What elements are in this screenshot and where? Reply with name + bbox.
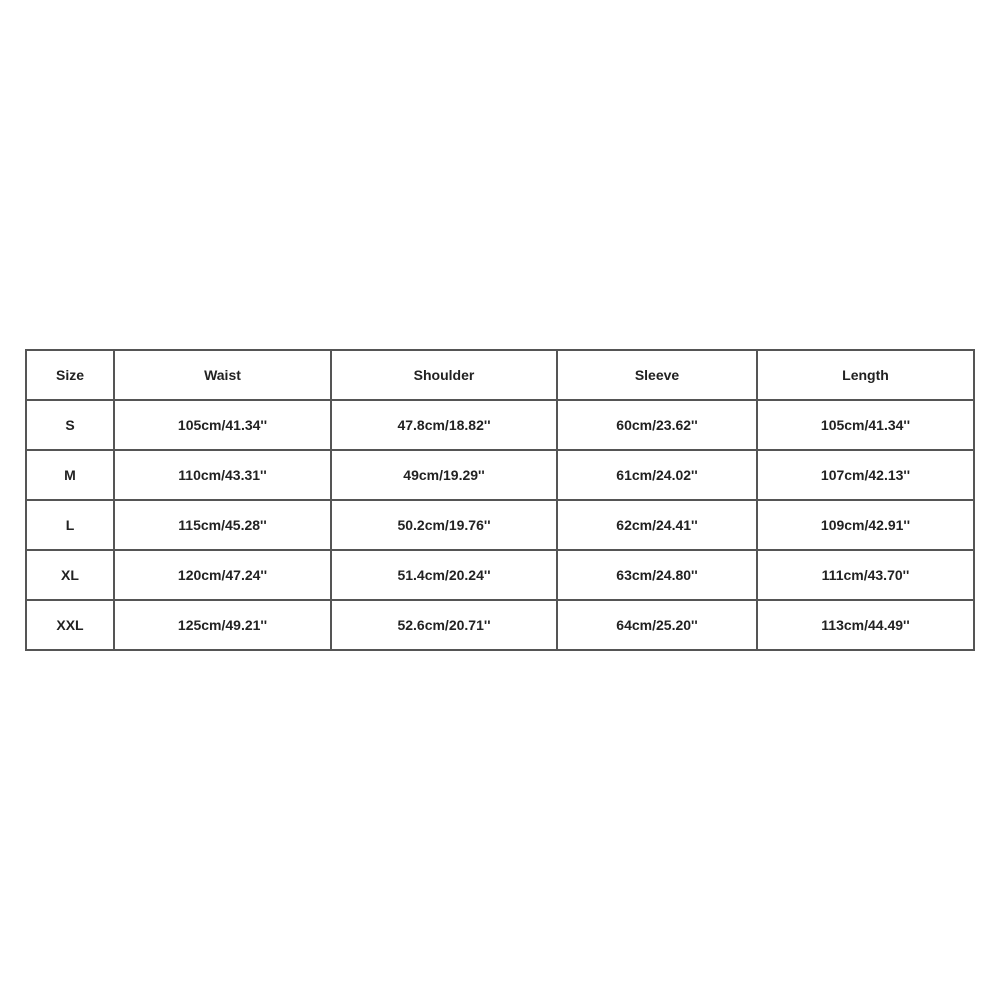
cell-shoulder: 51.4cm/20.24'' [331, 550, 557, 600]
cell-shoulder: 52.6cm/20.71'' [331, 600, 557, 650]
cell-length: 109cm/42.91'' [757, 500, 974, 550]
cell-size: XL [26, 550, 114, 600]
cell-length: 105cm/41.34'' [757, 400, 974, 450]
cell-size: L [26, 500, 114, 550]
header-shoulder: Shoulder [331, 350, 557, 400]
cell-shoulder: 49cm/19.29'' [331, 450, 557, 500]
cell-waist: 115cm/45.28'' [114, 500, 331, 550]
cell-waist: 125cm/49.21'' [114, 600, 331, 650]
cell-size: M [26, 450, 114, 500]
table-row [26, 450, 974, 500]
table-row [26, 400, 974, 450]
size-chart-table [25, 349, 975, 651]
table-header-row [26, 350, 974, 400]
header-sleeve: Sleeve [557, 350, 757, 400]
table-row [26, 550, 974, 600]
cell-sleeve: 62cm/24.41'' [557, 500, 757, 550]
cell-length: 107cm/42.13'' [757, 450, 974, 500]
header-length: Length [757, 350, 974, 400]
header-size: Size [26, 350, 114, 400]
cell-waist: 120cm/47.24'' [114, 550, 331, 600]
cell-waist: 105cm/41.34'' [114, 400, 331, 450]
cell-waist: 110cm/43.31'' [114, 450, 331, 500]
table-row [26, 600, 974, 650]
cell-sleeve: 63cm/24.80'' [557, 550, 757, 600]
table-row [26, 500, 974, 550]
cell-shoulder: 47.8cm/18.82'' [331, 400, 557, 450]
header-waist: Waist [114, 350, 331, 400]
cell-shoulder: 50.2cm/19.76'' [331, 500, 557, 550]
cell-size: XXL [26, 600, 114, 650]
cell-sleeve: 61cm/24.02'' [557, 450, 757, 500]
cell-sleeve: 64cm/25.20'' [557, 600, 757, 650]
cell-size: S [26, 400, 114, 450]
cell-length: 111cm/43.70'' [757, 550, 974, 600]
cell-length: 113cm/44.49'' [757, 600, 974, 650]
cell-sleeve: 60cm/23.62'' [557, 400, 757, 450]
